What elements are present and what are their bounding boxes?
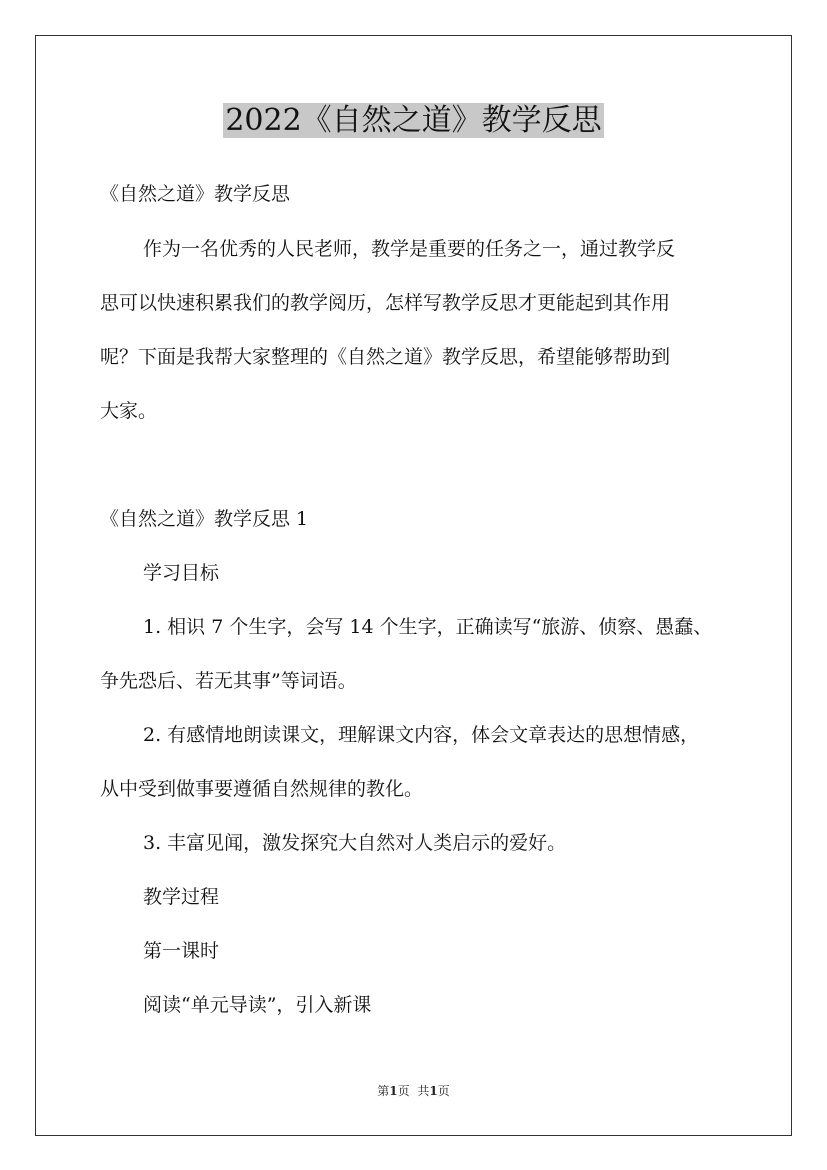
lesson-heading: 第一课时: [143, 940, 220, 962]
total-pages: 1: [429, 1084, 438, 1098]
intro-line-2: 思可以快速积累我们的教学阅历，怎样写教学反思才更能起到其作用: [100, 292, 671, 314]
process-heading: 教学过程: [143, 886, 220, 908]
page-label-prefix: 第: [377, 1084, 390, 1098]
intro-line-3: 呢？下面是我帮大家整理的《自然之道》教学反思，希望能够帮助到: [100, 346, 671, 368]
intro-line-1: 作为一名优秀的人民老师，教学是重要的任务之一，通过教学反: [143, 238, 676, 260]
learning-goals-heading: 学习目标: [143, 562, 220, 584]
document-title: [0, 100, 827, 142]
total-label-suffix: 页: [437, 1084, 450, 1098]
goal-3: 3. 丰富见闻，激发探究大自然对人类启示的爱好。: [143, 832, 567, 854]
total-label-prefix: 共: [417, 1084, 430, 1098]
page-footer: [0, 1083, 827, 1099]
goal-2-line-2: 从中受到做事要遵循自然规律的教化。: [100, 778, 424, 800]
goal-2-line-1: 2. 有感情地朗读课文，理解课文内容，体会文章表达的思想情感，: [143, 724, 700, 746]
goal-1-line-2: 争先恐后、若无其事”等词语。: [100, 670, 357, 692]
section-heading: 《自然之道》教学反思 1: [100, 508, 309, 530]
document-title-text: 2022《自然之道》教学反思: [225, 103, 602, 138]
page-label-suffix: 页: [397, 1084, 410, 1098]
document-subtitle: 《自然之道》教学反思: [100, 183, 291, 205]
goal-1-line-1: 1. 相识 7 个生字，会写 14 个生字，正确读写“旅游、侦察、愚蠢、: [143, 616, 713, 638]
lesson-intro: 阅读“单元导读”，引入新课: [143, 994, 372, 1016]
intro-line-4: 大家。: [100, 400, 158, 422]
page-number: 1: [389, 1084, 398, 1098]
